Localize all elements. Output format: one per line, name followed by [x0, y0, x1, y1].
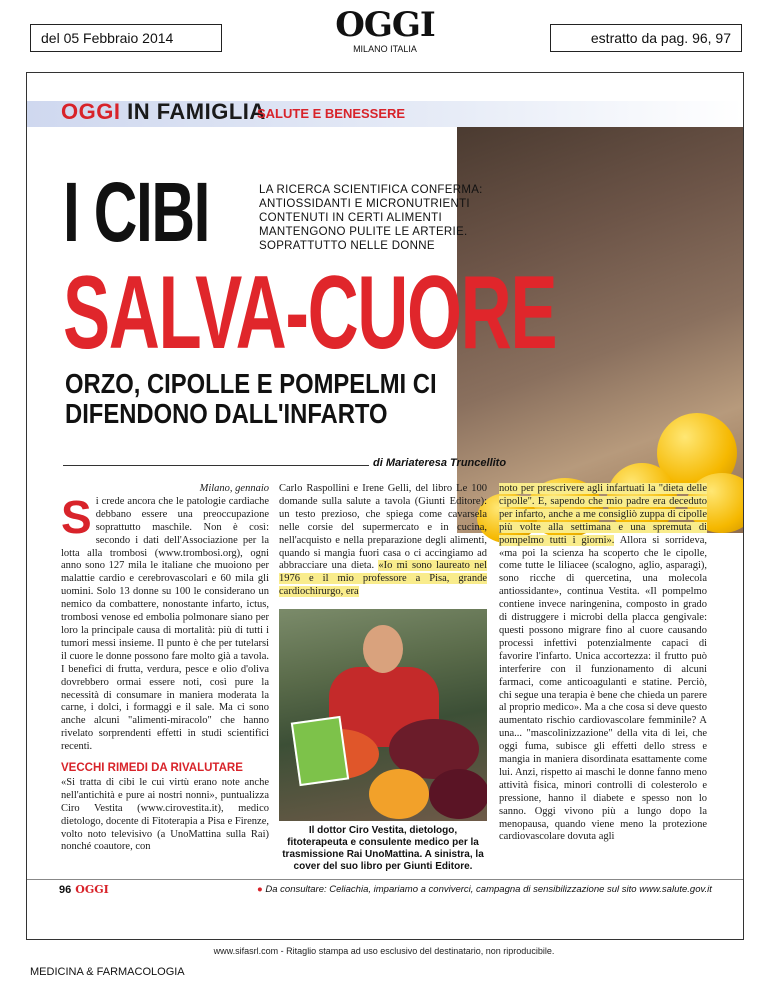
date-box: del 05 Febbraio 2014	[30, 24, 222, 52]
column-2	[279, 483, 487, 599]
footer-note	[257, 884, 737, 895]
byline-rule	[63, 465, 369, 466]
bullet-icon: ●	[257, 884, 263, 895]
highlighted-text: noto per prescrivere agli infartuati la "dieta delle cipolle". E, sapendo che mio padre era deceduto per infarto, anche a me consigliò zuppa di cipolle più volte alla settimana e una spremuta di pompelmo tutti i giorni».	[499, 483, 707, 546]
doctor-photo	[279, 609, 487, 821]
body-text: i crede ancora che le patologie cardiache debbano essere una preoccupazione soprattutto maschile. Non è così: secondo i dati dell'Associazione per la lotta alla trombosi (www.trombosi.org), ogni anno sono 127 mila le italiane che muoiono per malattie cardio e cerebrovascolari e 60 mila gli uomini. Solo 13 donne su 100 le considerano un nemico da combattere, nonostante infarto, ictus, trombosi venose ed embolia polmonare siano per loro la principale causa di mortalità: più di tutti i tumori messi insieme. Il punto è che per tutelarsi il cuore le donne possono fare molto già a tavola. I benefici di frutta, verdura, pesce e olio d'oliva dovrebbero ormai essere noti, così pure la necessità di consumare in maniera moderata la carne, i dolci, i formaggi e il sale. Ma ci sono anche alcuni "alimenti-miracolo" che hanno rivelato sorprendenti effetti in studi scientifici recenti.	[61, 495, 269, 753]
rubric-label: IN FAMIGLIA	[127, 99, 266, 124]
footer-rule	[27, 879, 743, 880]
footer-note-text: Da consultare: Celiachia, impariamo a conviverci, campagna di sensibilizzazione sul sito www.salute.gov.it	[265, 884, 712, 895]
photo-caption: Il dottor Ciro Vestita, dietologo, fitoterapeuta e consulente medico per la trasmissione Rai UnoMattina. A sinistra, la cover del suo libro per Giunti Editore.	[282, 825, 484, 872]
page-brand: OGGI	[75, 883, 109, 896]
byline: di Mariateresa Truncellito	[373, 457, 507, 469]
drop-cap: S	[61, 490, 92, 543]
subheadline: ORZO, CIPOLLE E POMPELMI CI DIFENDONO DALL'INFARTO	[65, 368, 437, 429]
logo-subtitle: MILANO ITALIA	[353, 44, 417, 54]
doctor-head	[363, 625, 403, 673]
fruit-basket	[369, 769, 429, 819]
page-number	[59, 883, 109, 896]
page-number-value: 96	[59, 884, 72, 896]
section-heading: VECCHI RIMEDI DA RIVALUTARE	[61, 762, 243, 775]
body-text: «Si tratta di cibi le cui virtù erano note anche nell'antichità e pure ai nostri nonni», puntualizza Ciro Vestita (www.cirovestita.it), medico dietologo, docente di Fitoterapia a Pisa e Firenze, volto noto televisivo (a UnoMattina sulla Rai) nonché coautore, con	[61, 776, 269, 853]
body-text: Carlo Raspollini e Irene Gelli, del libro Le 100 domande sulla salute a tavola (Giunti Editore): un testo prezioso, che spiega come cavarsela nelle corsie del supermercato e in cucina, nell'acquisto e nella preparazione degli alimenti, quando si mangia fuori casa o ci accingiamo ad abbracciare una dieta.	[279, 483, 487, 572]
column-1	[61, 483, 269, 854]
copyright-notice: www.sifasrl.com - Ritaglio stampa ad uso esclusivo del destinatario, non riproducibile.	[213, 946, 555, 956]
book-cover	[291, 716, 349, 786]
column-3	[499, 483, 707, 844]
rubric-subsection: SALUTE E BENESSERE	[257, 106, 406, 121]
rubric-brand: OGGI	[61, 99, 121, 124]
category-label: MEDICINA & FARMACOLOGIA	[30, 966, 185, 978]
body-text: Allora si sorrideva, «ma poi la scienza ha scoperto che le cipolle, come tutte le liliacee (scalogno, aglio, asparagi), sono ricche di quercetina, una molecola antiossidante», continua Vestita. «Il pompelmo contiene invece naringenina, composto in grado di distruggere i microbi della placca gengivale: questi possono migrare fino al cuore causando processi infettivi potenzialmente capaci di favorire l'infarto. Unica accortezza: il frutto può interferire con il funzionamento di alcuni farmaci, come anticoagulanti e statine. Perciò, chi segue una terapia è bene che chieda un parere al proprio medico». Ma a che cosa si deve questo aumentato rischio cardiovascolare femminile? A una... "mascolinizzazione" della vita di lei, che oggi fuma, subisce gli effetti dello stress e mangia in maniera disordinata esattamente come lui. Anzi, rispetto ai maschi le donne fanno meno attività fisica, minori controlli di colesterolo e pressione, hanno il diabete e spesso non lo sanno. Oggi vivono più a lungo dopo la menopausa, quando viene meno la protezione cardiovascolare dovuta agli	[499, 534, 707, 843]
article-page	[26, 72, 744, 940]
kicker: LA RICERCA SCIENTIFICA CONFERMA: ANTIOSSIDANTI E MICRONUTRIENTI CONTENUTI IN CERTI ALIMENTI MANTENGONO PULITE LE ARTERIE. SOPRATTUTTO NELLE DONNE	[259, 184, 483, 252]
extract-box: estratto da pag. 96, 97	[550, 24, 742, 52]
highlighted-text: «Io mi sono laureato nel 1976 e il mio professore a Pisa, grande cardiochirurgo, era	[279, 560, 487, 598]
oggi-logo: OGGI	[335, 5, 435, 45]
fruit-basket	[429, 769, 487, 819]
section-rubric	[61, 99, 266, 125]
dateline: Milano, gennaio	[199, 483, 269, 494]
headline-line-1: I CIBI	[63, 165, 209, 259]
headline-line-2: SALVA-CUORE	[63, 255, 557, 371]
